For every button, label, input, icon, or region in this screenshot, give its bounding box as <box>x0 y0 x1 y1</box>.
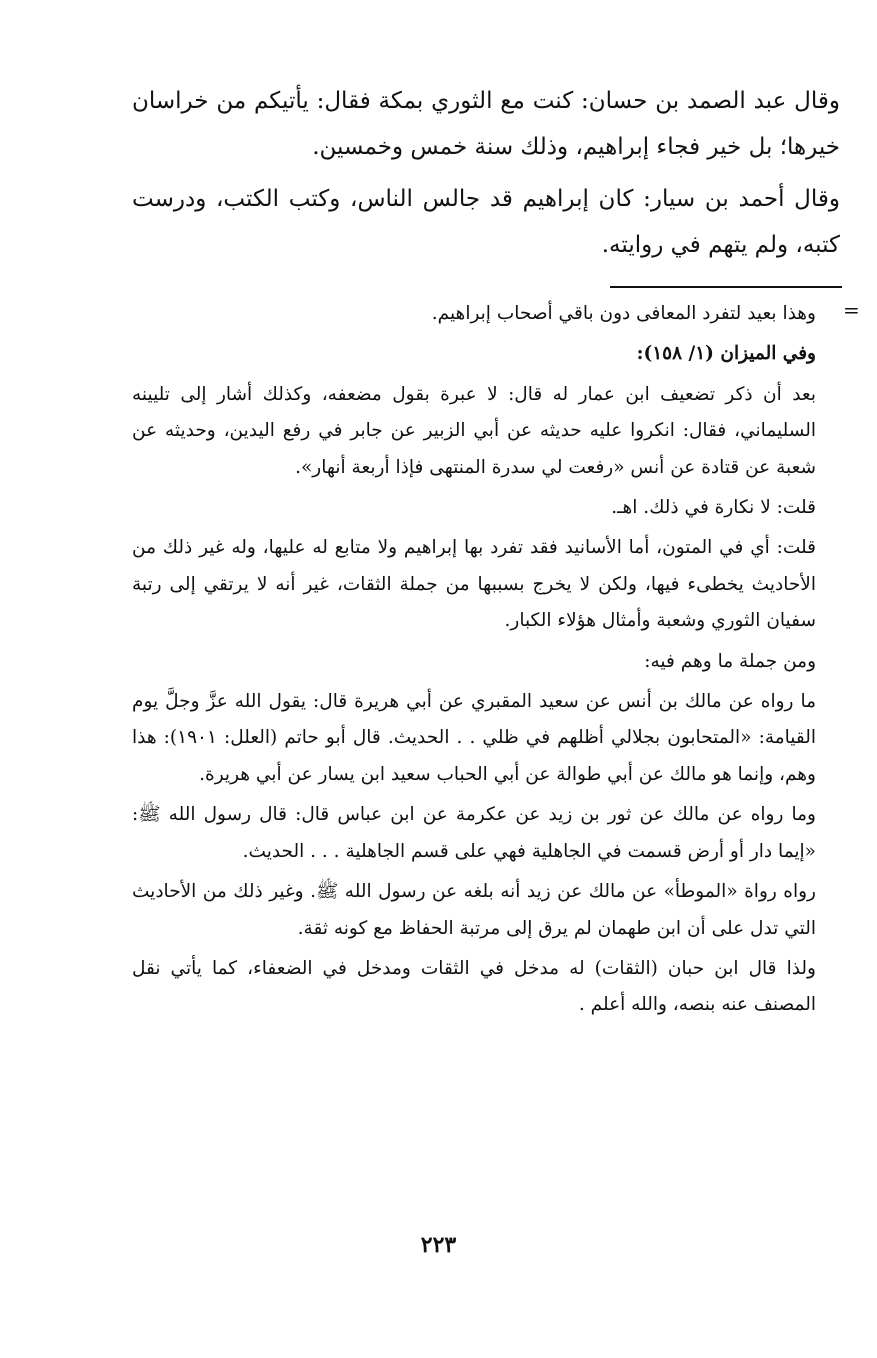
footnote-paragraph: وهذا بعيد لتفرد المعافى دون باقي أصحاب إبراهيم. <box>431 303 816 324</box>
footnote-paragraph: ومن جملة ما وهم فيه: <box>644 650 816 672</box>
continuation-mark: = <box>843 298 860 322</box>
footnote-paragraph: رواه رواة «الموطأ» عن مالك عن زيد أنه بلغه عن رسول الله ﷺ. وغير ذلك من الأحاديث التي تدل على أن ابن طهمان لم يرق إلى مرتبة الحفاظ مع كونه ثقة. <box>132 881 816 939</box>
footnote-paragraph: بعد أن ذكر تضعيف ابن عمار له قال: لا عبرة بقول مضعفه، وكذلك أشار إلى تليينه السليماني، فقال: انكروا عليه حديثه عن أبي الزبير عن جابر في رفع اليدين، وحديثه عن شعبة عن قتادة عن أنس «رفعت لي سدرة المنتهى فإذا أربعة أنهار». <box>132 383 816 478</box>
footnote-paragraph: قلت: لا نكارة في ذلك. اهـ. <box>611 497 816 519</box>
main-paragraph: وقال عبد الصمد بن حسان: كنت مع الثوري بمكة فقال: يأتيكم من خراسان خيرها؛ بل خير فجاء إبراهيم، وذلك سنة خمس وخمسين. <box>132 88 840 160</box>
footnote-paragraph: قلت: أي في المتون، أما الأسانيد فقد تفرد بها إبراهيم ولا متابع له عليها، وله غير ذلك من الأحاديث يخطىء فيها، ولكن لا يخرج بسببها من جملة الثقات، غير أنه لا يرتقي إلى رتبة سفيان الثوري وشعبة وأمثال هؤلاء الكبار. <box>132 537 816 632</box>
footnote-divider <box>610 286 842 288</box>
footnote-paragraph: ما رواه عن مالك بن أنس عن سعيد المقبري عن أبي هريرة قال: يقول الله عزَّ وجلَّ يوم القيامة: «المتحابون بجلالي أظلهم في ظلي . . الحديث. قال أبو حاتم (العلل: ١٩٠١): هذا وهم، وإنما هو مالك عن أبي طوالة عن أبي الحباب سعيد ابن يسار عن أبي هريرة. <box>132 691 816 785</box>
footnote-paragraph: وما رواه عن مالك عن ثور بن زيد عن عكرمة عن ابن عباس قال: قال رسول الله ﷺ: «إيما دار أو أرض قسمت في الجاهلية فهي على قسم الجاهلية . . . الحديث. <box>132 804 816 862</box>
page-number: ٢٢٣ <box>420 1232 457 1258</box>
main-text-body <box>132 78 840 274</box>
footnote-paragraph: ولذا قال ابن حبان (الثقات) له مدخل في الثقات ومدخل في الضعفاء، كما يأتي نقل المصنف عنه بنصه، والله أعلم . <box>132 957 816 1016</box>
main-paragraph: وقال أحمد بن سيار: كان إبراهيم قد جالس الناس، وكتب الكتب، ودرست كتبه، ولم يتهم في روايته. <box>132 186 840 258</box>
footnote-heading: وفي الميزان (١/ ١٥٨): <box>636 343 816 365</box>
footnotes-section <box>132 296 816 1028</box>
